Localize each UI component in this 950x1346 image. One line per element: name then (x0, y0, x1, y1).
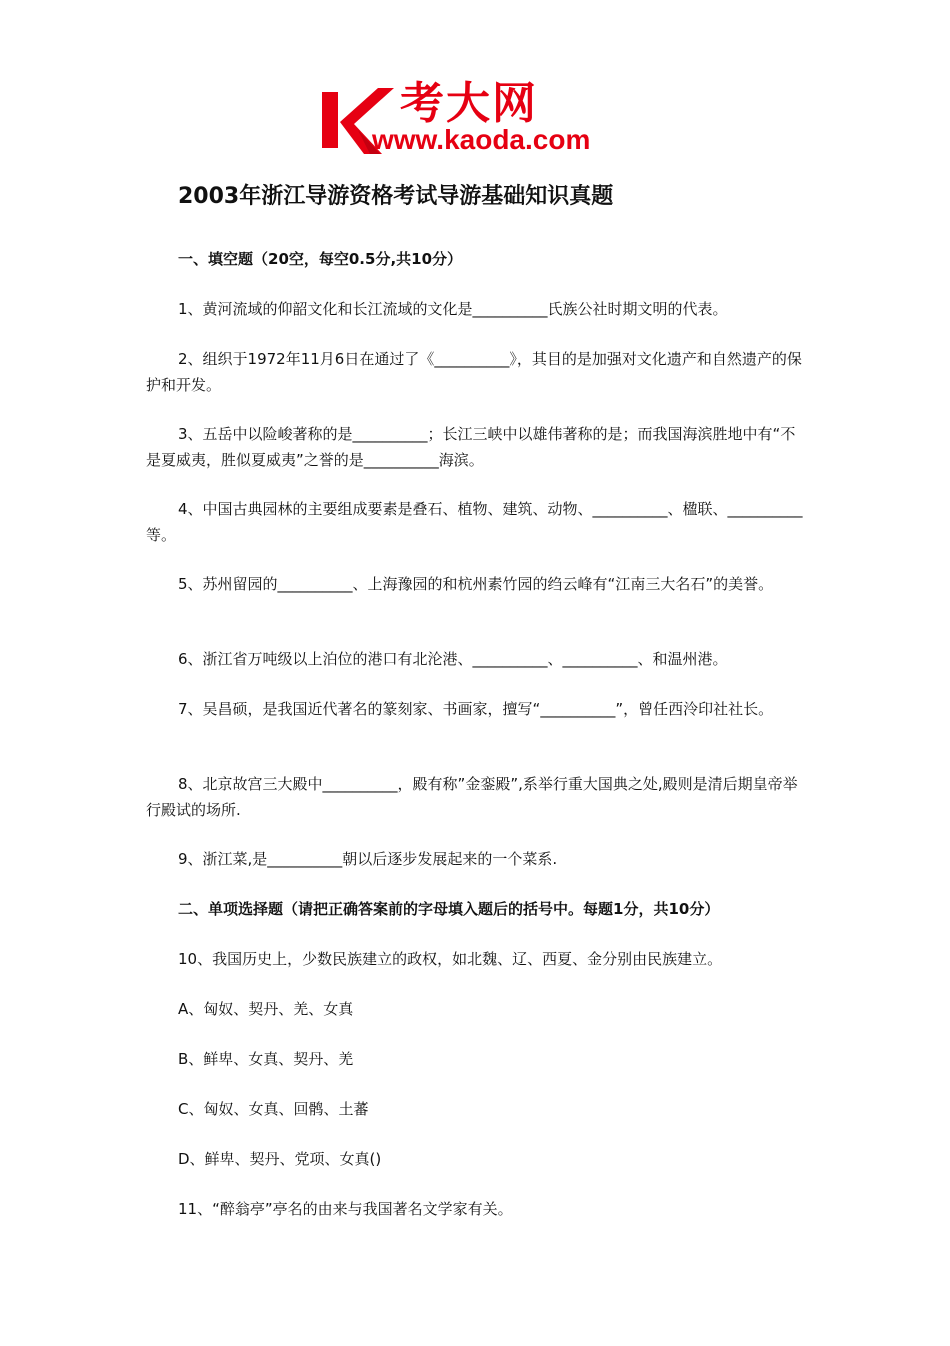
question-9: 9、浙江菜,是__________朝以后逐步发展起来的一个菜系. (178, 850, 558, 868)
question-5: 5、苏州留园的__________、上海豫园的和杭州素竹园的绉云峰有“江南三大名石”的美誉。 (178, 575, 774, 593)
question-1: 1、黄河流域的仰韶文化和长江流域的文化是__________氏族公社时期文明的代表。 (178, 300, 728, 318)
section-heading-fill-blank: 一、填空题（20空，每空0.5分,共10分） (178, 250, 463, 268)
question-6: 6、浙江省万吨级以上泊位的港口有北沦港、__________、__________、和温州港。 (178, 650, 728, 668)
logo-brand-cn: 考大网 (400, 78, 538, 129)
section-heading-single-choice: 二、单项选择题（请把正确答案前的字母填入题后的括号中。每题1分，共10分） (178, 900, 720, 918)
kaoda-logo (318, 80, 648, 158)
question-10: 10、我国历史上，少数民族建立的政权，如北魏、辽、西夏、金分别由民族建立。 (178, 950, 723, 968)
question-8: 8、北京故宫三大殿中__________，殿有称”金銮殿”,系举行重大国典之处,殿则是清后期皇帝举行殿试的场所. (146, 775, 798, 819)
question-10-option-a: A、匈奴、契丹、羌、女真 (178, 1000, 354, 1018)
question-4: 4、中国古典园林的主要组成要素是叠石、植物、建筑、动物、__________、楹联、__________等。 (146, 500, 803, 544)
question-3: 3、五岳中以险峻著称的是__________；长江三峡中以雄伟著称的是；而我国海滨胜地中有“不是夏威夷，胜似夏威夷”之誉的是__________海滨。 (146, 425, 796, 469)
question-10-option-d: D、鲜卑、契丹、党项、女真() (178, 1150, 382, 1168)
logo-brand-url: www.kaoda.com (372, 124, 591, 155)
question-2: 2、组织于1972年11月6日在通过了《__________》，其目的是加强对文化遗产和自然遗产的保护和开发。 (146, 350, 802, 394)
question-10-option-c: C、匈奴、女真、回鹘、土蕃 (178, 1100, 369, 1118)
question-7: 7、吴昌硕，是我国近代著名的篆刻家、书画家，擅写“__________”，曾任西泠印社社长。 (178, 700, 774, 718)
document-title: 2003年浙江导游资格考试导游基础知识真题 (178, 184, 614, 209)
question-10-option-b: B、鲜卑、女真、契丹、羌 (178, 1050, 354, 1068)
question-11: 11、“醉翁亭”亭名的由来与我国著名文学家有关。 (178, 1200, 513, 1218)
